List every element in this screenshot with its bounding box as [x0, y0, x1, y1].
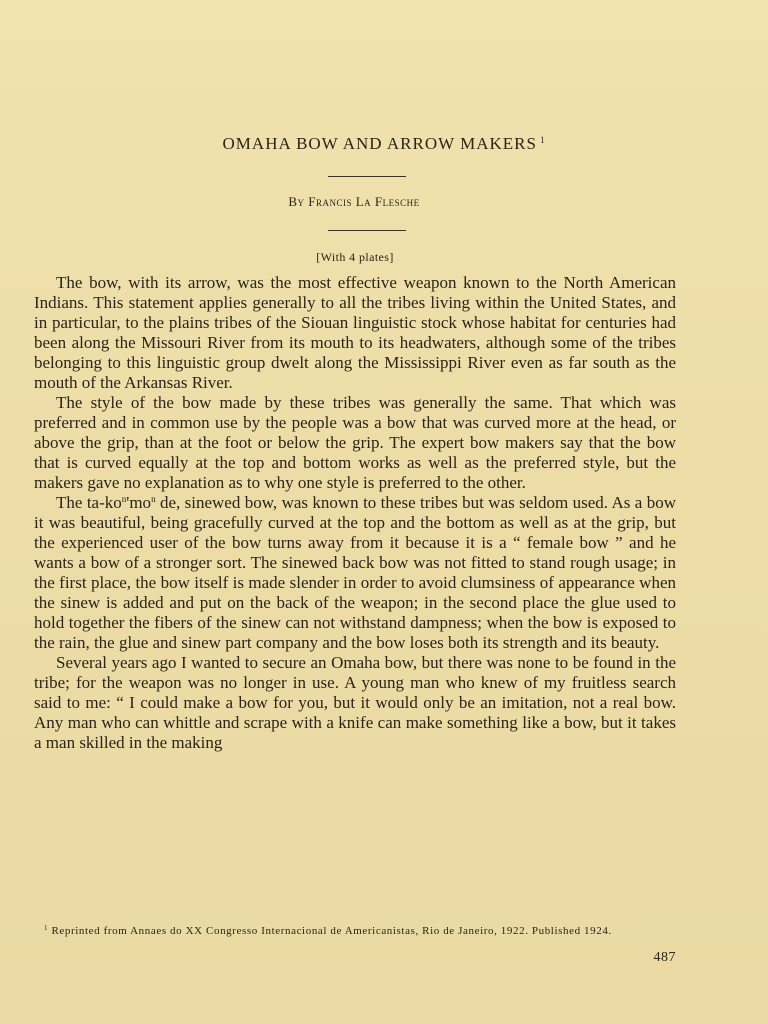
paragraph-3-superscript-2: n [151, 494, 156, 504]
paragraph-3-part-2: 'mo [126, 493, 152, 512]
paragraph-4: Several years ago I wanted to secure an Omaha bow, but there was none to be found in the tribe; for the weapon was no longer in use. A young man who knew of my fruitless search said to me: “ I could make a bow for you, but it would only be an imitation, not a real bow. Any man who can whittle and scrape with a knife can make something like a bow, but it takes a man skilled in the making [34, 653, 676, 752]
byline-rule [328, 230, 406, 231]
page-number: 487 [653, 950, 676, 965]
footnote-text: Reprinted from Annaes do XX Congresso Internacional de Americanistas, Rio de Janeiro, 1922. Published 1924. [48, 925, 612, 937]
author-byline: By Francis La Flesche [288, 194, 420, 209]
footnote-marker: 1 [44, 924, 49, 932]
article-body [34, 273, 676, 753]
plates-note: [With 4 plates] [316, 250, 394, 264]
footnote [34, 924, 676, 938]
paragraph-1: The bow, with its arrow, was the most effective weapon known to the North American Indians. This statement applies generally to all the tribes living within the United States, and in particular, to the plains tribes of the Siouan linguistic stock whose habitat for centuries had been along the Missouri River from its mouth to its headwaters, although some of the tribes belonging to this linguistic group dwelt along the Mississippi River even as far south as the mouth of the Arkansas River. [34, 273, 676, 392]
paragraph-3-part-1: The ta-ko [56, 493, 122, 512]
paragraph-3-superscript-1: n [121, 494, 127, 504]
article-title [0, 134, 768, 154]
paragraph-3-part-3: de, sinewed bow, was known to these tribes but was seldom used. As a bow it was beautiful, being gracefully curved at the top and the bottom as well as at the grip, but the experienced user of the bow turns away from it because it is a “ female bow ” and he wants a bow of a stronger sort. The sinewed back bow was not fitted to stand rough usage; in the first place, the bow itself is made slender in order to avoid clumsiness of appearance when the sinew is added and put on the back of the weapon; in the second place the glue used to hold together the fibers of the sinew can not withstand dampness; when the bow is exposed to the rain, the glue and sinew part company and the bow loses both its strength and its beauty. [34, 493, 676, 652]
article-title-text: OMAHA BOW AND ARROW MAKERS [222, 134, 537, 153]
paragraph-3 [34, 493, 676, 653]
title-rule [328, 176, 406, 177]
paragraph-2: The style of the bow made by these tribes was generally the same. That which was preferred and in common use by the people was a bow that was curved more at the head, or above the grip, than at the foot or below the grip. The expert bow makers say that the bow that is curved equally at the top and bottom works as well as the preferred style, but the makers gave no explanation as to why one style is preferred to the other. [34, 393, 676, 492]
title-footnote-marker: 1 [539, 135, 546, 145]
